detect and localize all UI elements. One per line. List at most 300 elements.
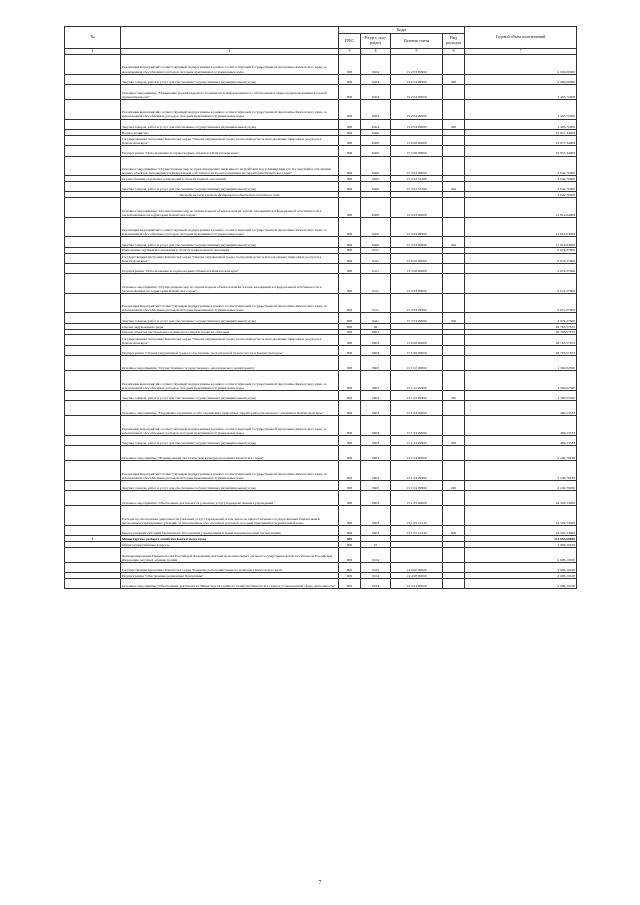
row-amount: 44 502,53000 [465,525,577,535]
row-amount: 1 493,72000 [465,119,577,129]
row-expense-type [443,547,465,562]
row-number [65,547,121,562]
row-number [65,237,121,247]
row-amount: 6 672,27600 [465,247,577,253]
row-amount: 6 672,27600 [465,313,577,323]
row-name: Охрана объектов растительного и животного мира и среды их обитания [121,329,339,335]
page-number: 7 [318,880,322,886]
row-razdel: 0406 [361,237,391,247]
row-target-article: 15 3 03 00000 [391,274,443,294]
table-row [65,313,577,323]
row-amount: 25 857,34909 [465,135,577,145]
row-target-article: 15 1 05 10140 [391,525,443,535]
table-row [65,435,577,445]
row-target-article: 15 1 00 00000 [391,345,443,355]
row-target-article: 15 3 03 09990 [391,217,443,237]
row-target-article: 15 3 00 00000 [391,263,443,273]
row-grbs: 808 [339,217,361,237]
row-grbs: 808 [339,323,361,329]
row-amount: 44 502,53000 [465,506,577,526]
row-number [65,390,121,400]
row-name: Охрана окружающей среды [121,323,339,329]
row-number [65,74,121,84]
table-row [65,274,577,294]
row-grbs: 808 [339,176,361,182]
table-row [65,237,577,247]
row-name: Основное мероприятие "Осуществление мер по охране водных объектов или их частей, находящихся в федеральной собственности и расположенных на территории Камчатского края" [121,198,339,218]
row-expense-type [443,335,465,345]
row-grbs: 808 [339,263,361,273]
row-expense-type [443,156,465,176]
row-amount: 6 672,27600 [465,263,577,273]
row-name: Основное мероприятие "Обеспечение деятельности Министерства рыбного хозяйства Камчатского края в установленной сфере деятельности" [121,578,339,588]
row-razdel: 0104 [361,547,391,562]
table-row [65,506,577,526]
row-target-article: 15 1 02 00000 [391,356,443,371]
row-amount: 1 560,02500 [465,390,577,400]
row-grbs: 808 [339,293,361,313]
row-name: Министерство рыбного хозяйства Камчатского края [121,536,339,542]
row-target-article: 15 3 02 51280 [391,181,443,191]
row-name: Осуществление отдельных полномочий в области водных отношений [121,176,339,182]
table-row [65,416,577,436]
row-razdel: 0411 [361,263,391,273]
row-razdel: 0411 [361,313,391,323]
row-expense-type [443,84,465,99]
row-razdel: 06 [361,323,391,329]
table-row [65,84,577,99]
row-name: Основное мероприятие "Осуществление государственного экологического мониторинга" [121,356,339,371]
row-name: Подпрограмма "Использование и охрана водных объектов в Камчатском крае" [121,146,339,156]
row-amount: 1 493,72000 [465,84,577,99]
row-razdel: 0603 [361,356,391,371]
row-razdel: 0406 [361,146,391,156]
row-number [65,55,121,75]
row-grbs: 808 [339,247,361,253]
header-razdel: Раздел, под-раздел [361,34,391,49]
row-razdel: 0404 [361,74,391,84]
table-body [65,55,577,589]
table-row [65,547,577,562]
row-amount: 48 763,57872 [465,329,577,335]
row-number [65,335,121,345]
row-razdel: 0603 [361,491,391,506]
row-target-article: 15 1 04 09990 [391,480,443,490]
table-row [65,356,577,371]
table-row [65,74,577,84]
row-razdel: 0406 [361,156,391,176]
row-expense-type: 200 [443,237,465,247]
table-row [65,525,577,535]
row-number [65,84,121,99]
header-vr: Вид расходов [443,34,465,49]
row-expense-type [443,578,465,588]
row-razdel: 0603 [361,371,391,391]
row-grbs: 808 [339,55,361,75]
row-amount: 460,23333 [465,416,577,436]
row-number [65,446,121,461]
row-grbs: 808 [339,446,361,461]
row-expense-type: 200 [443,390,465,400]
row-name: Закупка товаров, работ и услуг для обеспечения государственных (муниципальных) нужд [121,313,339,323]
row-grbs: 808 [339,335,361,345]
row-number [65,356,121,371]
row-amount: 460,23333 [465,435,577,445]
row-grbs: 808 [339,461,361,481]
row-number [65,293,121,313]
row-target-article: 15 2 03 09990 [391,74,443,84]
row-name: Основное мероприятие "Формирование экологической культуры населения Камчатского края" [121,446,339,461]
header-cs: Целевая статья [391,34,443,49]
table-row [65,119,577,129]
table-row [65,55,577,75]
header-idx-6: 6 [443,49,465,55]
row-amount: 6 672,27600 [465,253,577,263]
row-amount: 48 763,57872 [465,345,577,355]
row-target-article: 15 1 03 00000 [391,401,443,416]
row-expense-type [443,198,465,218]
row-name: Основное мероприятие "Осуществление мер по охране водных объектов или их частей, находящихся в федеральной собственности и расположенных на территории Камчатского края" [121,274,339,294]
row-amount: 2 000,00000 [465,74,577,84]
row-name: Предоставление субсидий бюджетным, автономным учреждениям и иным некоммерческим организациям [121,525,339,535]
row-amount: 2 000,00000 [465,55,577,75]
row-name: Прикладные научные исследования в области национальной экономики [121,247,339,253]
row-target-article: 15 3 00 00000 [391,146,443,156]
header-name [121,27,339,49]
row-target-article: 15 1 02 09990 [391,390,443,400]
row-name: Реализация мероприятий соответствующей подпрограммы в рамках соответствующей государственной программы Камчатского края, за исключением обособленных расходов, которым присваиваются уникальные коды [121,55,339,75]
row-amount: 6 672,27600 [465,274,577,294]
row-number [65,506,121,526]
row-razdel: 0603 [361,401,391,416]
row-name: Расходы на обеспечение деятельности (оказание услуг) учреждений, в том числе на предоставление государственным бюджетным и автономным учреждениям субсидий, за исключением обособленных расходов, которым присваиваются уникальные коды [121,506,339,526]
row-expense-type [443,562,465,572]
table-row [65,217,577,237]
row-target-article: 15 3 03 00000 [391,198,443,218]
row-razdel: 0603 [361,461,391,481]
row-razdel: 0411 [361,274,391,294]
header-idx-5: 5 [391,49,443,55]
row-name: Реализация мероприятий соответствующей подпрограммы в рамках соответствующей государственной программы Камчатского края, за исключением обособленных расходов, которым присваиваются уникальные коды [121,293,339,313]
header-idx-7: 7 [465,49,577,55]
row-amount: 2 240,79039 [465,446,577,461]
row-razdel: 0404 [361,119,391,129]
row-razdel: 0406 [361,217,391,237]
row-razdel: 0406 [361,198,391,218]
row-razdel: 0603 [361,480,391,490]
table-row [65,146,577,156]
row-name: Закупка товаров, работ и услуг для обеспечения государственных (муниципальных) нужд [121,390,339,400]
row-razdel: 0603 [361,390,391,400]
row-razdel: 0104 [361,562,391,572]
row-name: Государственная программа Камчатского края "Охрана окружающей среды, воспроизводство и использование природных ресурсов в Камчатском крае" [121,335,339,345]
table-row [65,99,577,119]
table-row [65,461,577,481]
row-grbs: 808 [339,356,361,371]
row-amount: 1 560,02500 [465,371,577,391]
row-razdel: 0603 [361,446,391,461]
table-row [65,446,577,461]
row-grbs: 808 [339,84,361,99]
row-razdel: 0406 [361,129,391,135]
row-name: Общегосударственные вопросы [121,541,339,547]
row-name: Подпрограмма "Использование и охрана водных объектов в Камчатском крае" [121,263,339,273]
row-name: Основное мероприятие "Повышение уровня кадрового потенциала и информационного обеспечения в сфере недропользования в горной промышленности" [121,84,339,99]
row-expense-type: 200 [443,181,465,191]
row-target-article: 15 1 03 09990 [391,435,443,445]
row-amount: 6 672,27600 [465,293,577,313]
row-target-article: 15 1 03 09990 [391,416,443,436]
table-row [65,181,577,191]
row-grbs: 809 [339,547,361,562]
row-expense-type [443,506,465,526]
row-razdel: 0603 [361,435,391,445]
row-expense-type [443,446,465,461]
row-target-article: 15 1 02 09990 [391,371,443,391]
table-row [65,371,577,391]
row-grbs: 808 [339,345,361,355]
row-target-article: 15 2 03 09990 [391,55,443,75]
row-number [65,480,121,490]
header-sum: Годовой объем ассигнований [465,27,577,49]
table-row [65,135,577,145]
row-number [65,135,121,145]
row-amount: 2 996,10100 [465,547,577,562]
row-expense-type [443,491,465,506]
budget-table [64,26,577,589]
row-number [65,156,121,176]
row-number [65,313,121,323]
row-number [65,263,121,273]
row-name: Водное хозяйство [121,129,339,135]
row-number [65,416,121,436]
row-razdel: 0406 [361,176,391,182]
row-expense-type: 200 [443,119,465,129]
row-razdel: 0603 [361,506,391,526]
row-razdel: 0406 [361,135,391,145]
row-razdel: 0404 [361,55,391,75]
table-row [65,578,577,588]
row-number [65,525,121,535]
row-name: Государственная программа Камчатского края "Охрана окружающей среды, воспроизводство и использование природных ресурсов в Камчатском крае" [121,253,339,263]
header-idx-4: 4 [361,49,391,55]
row-number [65,198,121,218]
table-row [65,562,577,572]
row-amount: 2 996,10100 [465,573,577,579]
table-row [65,253,577,263]
row-razdel: 0603 [361,345,391,355]
row-expense-type [443,217,465,237]
table-row [65,401,577,416]
row-amount: 4 042,70000 [465,192,577,198]
row-number [65,461,121,481]
row-grbs: 808 [339,491,361,506]
row-name: Основное мероприятие "Поддержка и развитие особо охраняемых природных территорий регионального значения в Камчатском крае" [121,401,339,416]
row-grbs: 808 [339,181,361,191]
table-row [65,198,577,218]
row-amount: 48 763,57872 [465,335,577,345]
row-razdel: 0603 [361,335,391,345]
row-number [65,578,121,588]
row-expense-type: 200 [443,480,465,490]
header-idx-2: 2 [121,49,339,55]
row-expense-type [443,55,465,75]
row-grbs: 809 [339,536,361,542]
table-row [65,335,577,345]
row-target-article: 15 1 05 00000 [391,491,443,506]
row-grbs: 808 [339,99,361,119]
row-grbs: 808 [339,146,361,156]
row-grbs: 808 [339,525,361,535]
table-header [65,27,577,55]
row-expense-type [443,356,465,371]
row-amount: 2 240,79039 [465,461,577,481]
row-expense-type [443,274,465,294]
row-expense-type [443,146,465,156]
row-number [65,119,121,129]
row-number: 7 [65,536,121,542]
header-idx-1: 1 [65,49,121,55]
row-name: Реализация мероприятий соответствующей подпрограммы в рамках соответствующей государственной программы Камчатского края, за исключением обособленных расходов, которым присваиваются уникальные коды [121,416,339,436]
row-name: Государственная программа Камчатского края "Развитие рыбохозяйственного комплекса Камчатского края" [121,562,339,572]
row-grbs: 808 [339,435,361,445]
row-grbs: 808 [339,253,361,263]
row-expense-type: 200 [443,313,465,323]
row-razdel: 0603 [361,416,391,436]
row-target-article: 15 3 02 51280 [391,176,443,182]
table-row [65,263,577,273]
row-expense-type: 200 [443,435,465,445]
row-name: Закупка товаров, работ и услуг для обеспечения государственных (муниципальных) нужд [121,435,339,445]
row-amount: 4 042,70000 [465,156,577,176]
row-grbs: 809 [339,541,361,547]
row-number [65,345,121,355]
row-number [65,491,121,506]
row-grbs: 808 [339,119,361,129]
row-razdel: 0404 [361,84,391,99]
row-name: Государственная программа Камчатского края "Охрана окружающей среды, воспроизводство и использование природных ресурсов в Камчатском крае" [121,135,339,145]
row-target-article: 15 3 03 09990 [391,293,443,313]
row-grbs: 808 [339,129,361,135]
row-expense-type [443,99,465,119]
table-row [65,156,577,176]
row-name: Реализация мероприятий соответствующей подпрограммы в рамках соответствующей государственной программы Камчатского края, за исключением обособленных расходов, которым присваиваются уникальные коды [121,217,339,237]
row-amount: 44 502,53000 [465,491,577,506]
row-name: Закупка товаров, работ и услуг для обеспечения государственных (муниципальных) нужд [121,119,339,129]
row-name: Реализация мероприятий соответствующей подпрограммы в рамках соответствующей государственной программы Камчатского края, за исключением обособленных расходов, которым присваиваются уникальные коды [121,371,339,391]
header-num: № [65,27,121,49]
row-amount: 4 042,70000 [465,176,577,182]
row-expense-type [443,293,465,313]
row-number [65,181,121,191]
row-target-article: 15 3 02 00000 [391,156,443,176]
row-number [65,146,121,156]
row-grbs: 808 [339,237,361,247]
row-number [65,99,121,119]
row-grbs: 809 [339,573,361,579]
row-amount: 48 763,57872 [465,323,577,329]
row-name: Закупка товаров, работ и услуг для обеспечения государственных (муниципальных) нужд [121,181,339,191]
row-name: Основное мероприятие "Осуществление мер по предотвращению негативного воздействия вод и ликвидации его последствий в отношении водных объектов, находящихся в федеральной собственности и расположенных на территории Камчатского края" [121,156,339,176]
row-name: Функционирование Правительства Российской Федерации, высших исполнительных органов государственной власти субъектов Российской Федерации, местных администраций [121,547,339,562]
row-amount: 460,23333 [465,401,577,416]
row-target-article: 15 2 04 00000 [391,84,443,99]
table-row [65,491,577,506]
row-amount: 25 857,34909 [465,129,577,135]
row-amount: 4 042,70000 [465,181,577,191]
row-target-article: 14 4 00 00000 [391,573,443,579]
row-target-article: 15 1 04 00000 [391,446,443,461]
row-amount: 2 996,10100 [465,578,577,588]
row-expense-type [443,371,465,391]
row-amount: 25 857,34909 [465,146,577,156]
row-amount: 21 814,64909 [465,198,577,218]
row-number [65,274,121,294]
table-row [65,480,577,490]
row-grbs: 808 [339,416,361,436]
row-expense-type [443,345,465,355]
row-number [65,562,121,572]
row-name: Основное мероприятие "Обеспечение деятельности (оказание услуг) подведомственных учреждений" [121,491,339,506]
row-expense-type: 600 [443,525,465,535]
row-razdel: 0404 [361,99,391,119]
row-target-article: 15 1 05 10140 [391,506,443,526]
row-target-article [391,547,443,562]
row-name: Закупка товаров, работ и услуг для обеспечения государственных (муниципальных) нужд [121,480,339,490]
row-grbs: 808 [339,390,361,400]
row-amount: 2 240,79039 [465,480,577,490]
row-expense-type [443,416,465,436]
row-target-article: 15 0 00 00000 [391,335,443,345]
row-number [65,435,121,445]
row-grbs: 809 [339,578,361,588]
row-grbs: 808 [339,74,361,84]
header-codes: Коды [339,27,465,34]
row-expense-type [443,461,465,481]
row-target-article: 15 3 03 09990 [391,237,443,247]
row-grbs: 808 [339,156,361,176]
row-razdel: 01 [361,541,391,547]
row-target-article: 15 1 04 09990 [391,461,443,481]
row-razdel: 0406 [361,181,391,191]
row-number [65,253,121,263]
row-grbs: 809 [339,562,361,572]
row-name: Подпрограмма "Обеспечение реализации Программы" [121,573,339,579]
row-target-article: 15 0 00 00000 [391,253,443,263]
row-grbs: 808 [339,506,361,526]
row-name: Закупка товаров, работ и услуг для обеспечения государственных (муниципальных) нужд [121,74,339,84]
row-amount: 1 560,02500 [465,356,577,371]
document-page [64,26,576,589]
row-expense-type [443,253,465,263]
row-number [65,371,121,391]
header-grbs: ГРБС [339,34,361,49]
row-grbs: 808 [339,313,361,323]
row-amount: 21 814,64909 [465,237,577,247]
row-expense-type [443,401,465,416]
row-razdel: 0411 [361,253,391,263]
row-grbs: 808 [339,198,361,218]
row-amount: 2 996,10100 [465,541,577,547]
table-row [65,293,577,313]
row-amount: 21 814,64909 [465,217,577,237]
row-grbs: 808 [339,329,361,335]
row-name: Реализация мероприятий соответствующей подпрограммы в рамках соответствующей государственной программы Камчатского края, за исключением обособленных расходов, которым присваиваются уникальные коды [121,99,339,119]
row-razdel: 0411 [361,247,391,253]
row-grbs: 808 [339,480,361,490]
row-grbs: 808 [339,135,361,145]
row-grbs: 808 [339,371,361,391]
